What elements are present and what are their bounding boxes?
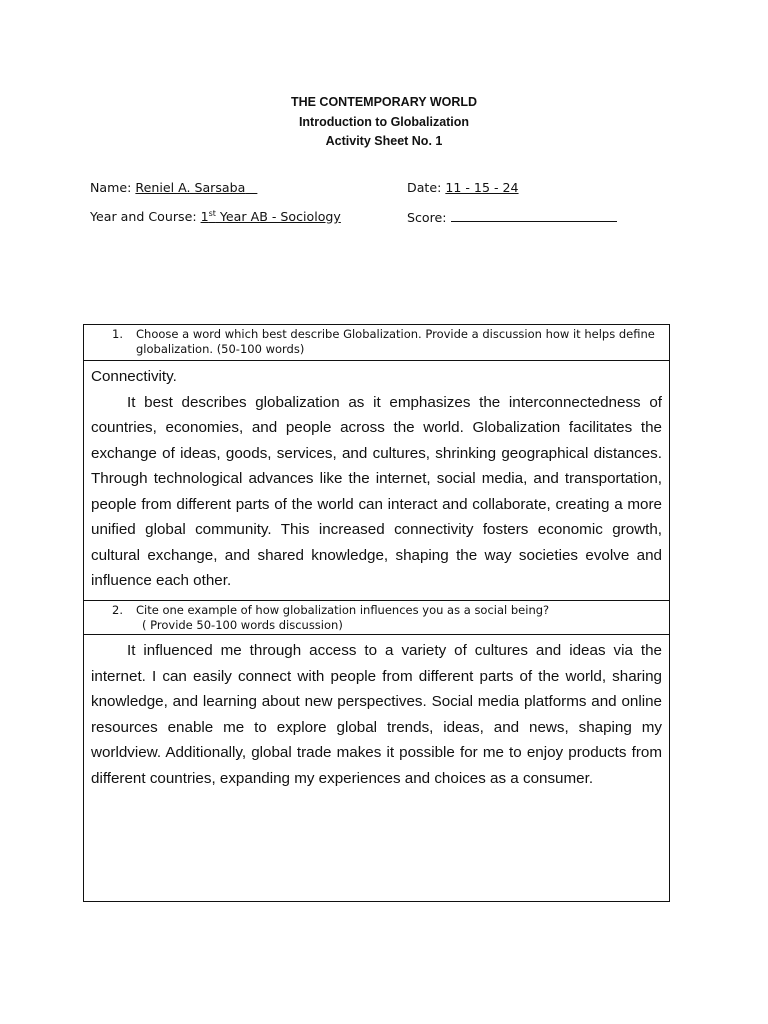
answer-1-text: It best describes globalization as it emphasizes the interconnectedness of countries, economies, and people across the world. Globalization facilitates the exchange of ideas, goods, services, and cultures, shrinking geographical distances. Through technological advances like the internet, social media, and transportation, people from different parts of the world can interact and collaborate, creating a more unified global community. This increased connectivity fosters economic growth, cultural exchange, and shared knowledge, shaping the way societies evolve and influence each other. xyxy=(91,393,662,589)
year-course-label: Year and Course: xyxy=(90,209,201,224)
document-header xyxy=(0,93,768,152)
score-field xyxy=(407,209,617,226)
course-title: THE CONTEMPORARY WORLD xyxy=(290,95,478,109)
question-1-number: 1. xyxy=(112,327,123,341)
date-value: 11 - 15 - 24 xyxy=(445,180,519,195)
name-label: Name: xyxy=(90,180,136,195)
question-2-text: Cite one example of how globalization influences you as a social being? ( Provide 50-100 words discussion) xyxy=(136,603,550,632)
subtitle: Introduction to Globalization xyxy=(298,114,470,129)
score-label: Score: xyxy=(407,210,451,225)
year-course-field xyxy=(90,209,341,225)
answer-2-cell xyxy=(84,635,669,901)
date-label: Date: xyxy=(407,180,446,195)
name-value: Reniel A. Sarsaba xyxy=(135,180,246,195)
activity-table xyxy=(83,324,670,902)
answer-2-text: It influenced me through access to a variety of cultures and ideas via the internet. I can easily connect with people from different parts of the world, sharing knowledge, and learning about new perspectives. Social media platforms and online resources enable me to explore global trends, ideas, and news, shaping my worldview. Additionally, global trade makes it possible for me to enjoy products from different countries, expanding my experiences and choices as a consumer. xyxy=(91,642,662,787)
name-field xyxy=(90,180,257,196)
score-blank xyxy=(451,209,617,222)
answer-1-lead: Connectivity. xyxy=(91,368,177,385)
question-1-row xyxy=(84,325,669,361)
question-2-row xyxy=(84,601,669,635)
question-2-number: 2. xyxy=(112,603,123,617)
date-field xyxy=(407,180,519,196)
activity-title: Activity Sheet No. 1 xyxy=(325,134,443,148)
question-1-text: Choose a word which best describe Globalization. Provide a discussion how it helps define globalization. (50-100 words) xyxy=(136,327,655,356)
answer-1-cell xyxy=(84,361,669,601)
year-course-value: 1st Year AB - Sociology xyxy=(200,208,341,224)
